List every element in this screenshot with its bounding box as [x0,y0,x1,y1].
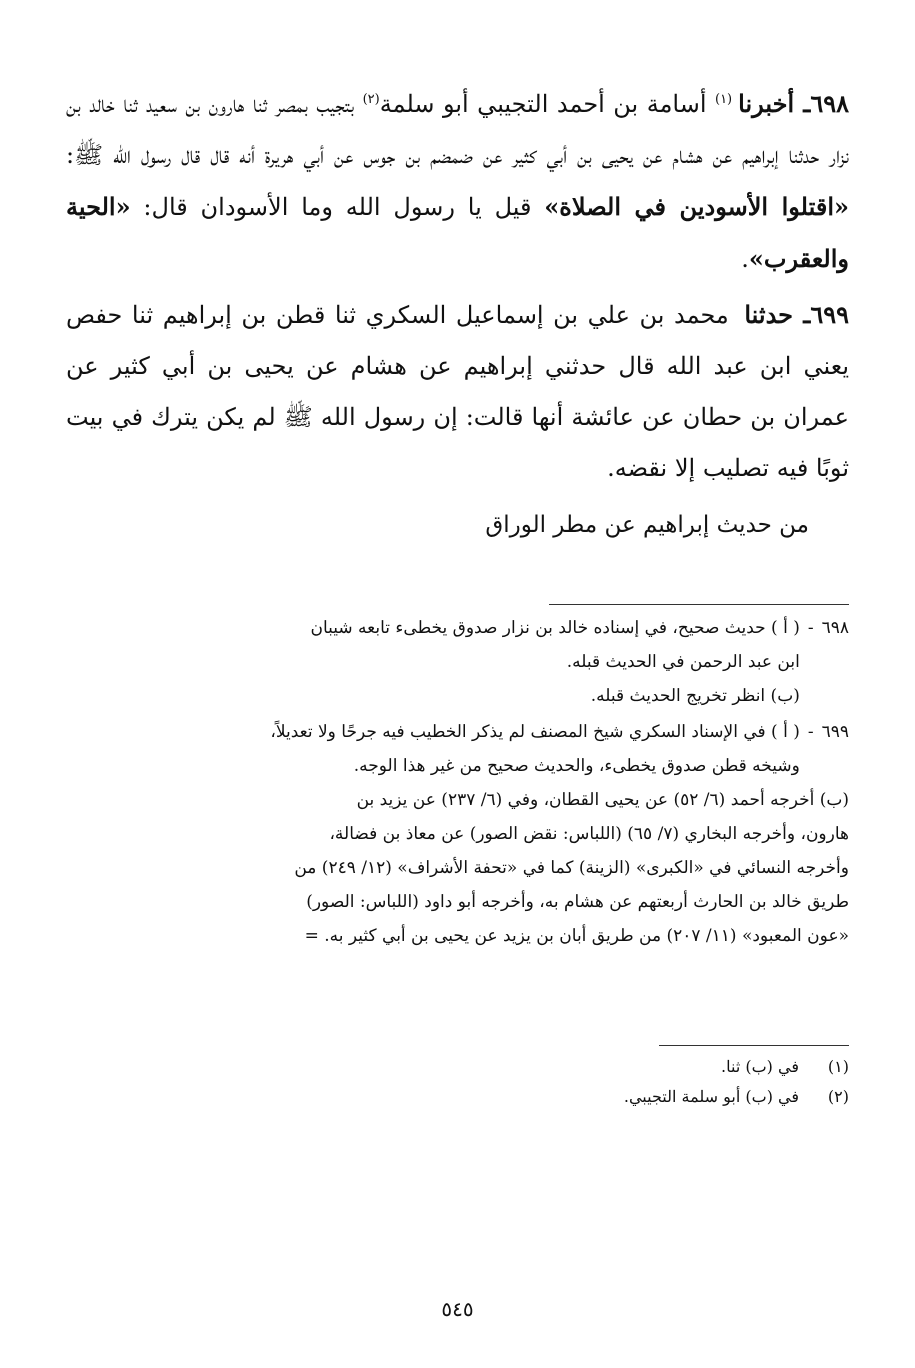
footnotes [66,1052,849,1112]
note-number: ٦٩٨ [821,618,849,638]
hadith-698 [66,78,849,285]
section-heading: من حديث إبراهيم عن مطر الوراق [485,512,809,538]
hadith-lead: ـ حدثنا [744,300,811,329]
hadith-text: . [741,245,749,273]
page-number: ٥٤٥ [441,1297,474,1321]
note-line: «عون المعبود» (١١/ ٢٠٧) من طريق أبان بن يزيد عن يحيى بن أبي كثير به. = [304,926,849,946]
note-699 [66,715,849,783]
footnote-2 [66,1082,849,1112]
note-line: (ب) أخرجه أحمد (٦/ ٥٢) عن يحيى القطان، وفي (٦/ ٢٣٧) عن يزيد بن [356,790,849,810]
note-line: ( أ ) في الإسناد السكري شيخ المصنف لم يذكر الخطيب فيه جرحًا ولا تعديلاً، [270,722,800,742]
hadith-quote: «اقتلوا الأسودين في الصلاة» [544,192,850,221]
note-line: وأخرجه النسائي في «الكبرى» (الزينة) كما في «تحفة الأشراف» (١٢/ ٢٤٩) من [294,858,849,878]
hadith-quote: «الحية والعقرب» [66,192,849,273]
footnote-marker: (٢) [362,92,380,107]
main-text [66,78,849,550]
takhrij-notes [66,611,849,953]
note-line: طريق خالد بن الحارث أربعتهم عن هشام به، وأخرجه أبو داود (اللباس: الصور) [306,892,849,912]
note-line: (ب) انظر تخريج الحديث قبله. [590,686,800,706]
footnote-mark: (١) [827,1057,849,1076]
note-dash: - [807,618,814,638]
hadith-699 [66,289,849,494]
note-line: ( أ ) حديث صحيح، في إسناده خالد بن نزار صدوق يخطىء تابعه شيبان [310,618,800,638]
note-body [66,715,800,783]
hadith-text: أسامة بن أحمد التجيبي أبو سلمة [379,90,715,118]
note-dash: - [807,722,814,742]
footnotes-divider [659,1045,849,1046]
note-699-b [66,783,849,953]
hadith-text: محمد بن علي بن إسماعيل السكري ثنا قطن بن إبراهيم ثنا حفص يعني ابن عبد الله قال حدثني إبراهيم عن هشام عن يحيى بن أبي كثير عن عمران بن حطان عن عائشة أنها قالت: إن رسول الله ﷺ لم يكن يترك في بيت ثوبًا فيه تصليب إلا نقضه. [66,301,849,482]
hadith-text: قيل يا رسول الله وما الأسودان قال: [130,193,545,221]
note-line: ابن عبد الرحمن في الحديث قبله. [566,652,800,672]
footnote-mark: (٢) [827,1087,849,1106]
note-number: ٦٩٩ [821,722,849,742]
note-line: وشيخه قطن صدوق يخطىء، والحديث صحيح من غير هذا الوجه. [353,756,800,776]
footnote-1 [66,1052,849,1082]
note-line: هارون، وأخرجه البخاري (٧/ ٦٥) (اللباس: نقض الصور) عن معاذ بن فضالة، [329,824,849,844]
footnote-text: في (ب) ثنا. [721,1057,799,1076]
footnote-marker: (١) [714,92,733,107]
hadith-number: ٦٩٩ [810,300,849,329]
note-698 [66,611,849,713]
hadith-text: بتجيب بمصر ثنا هارون بن سعيد ثنا خالد بن نزار حدثنا إبراهيم عن هشام عن يحيى بن أبي كثير عن ضمضم بن جوس عن أبي هريرة أنه قال قال رسول الله ﷺ: [66,90,849,169]
notes-divider [549,604,849,605]
hadith-lead: ـ أخبرنا [738,89,811,118]
footnote-text: في (ب) أبو سلمة التجيبي. [623,1087,799,1106]
note-body [66,611,800,713]
hadith-number: ٦٩٨ [810,89,849,118]
